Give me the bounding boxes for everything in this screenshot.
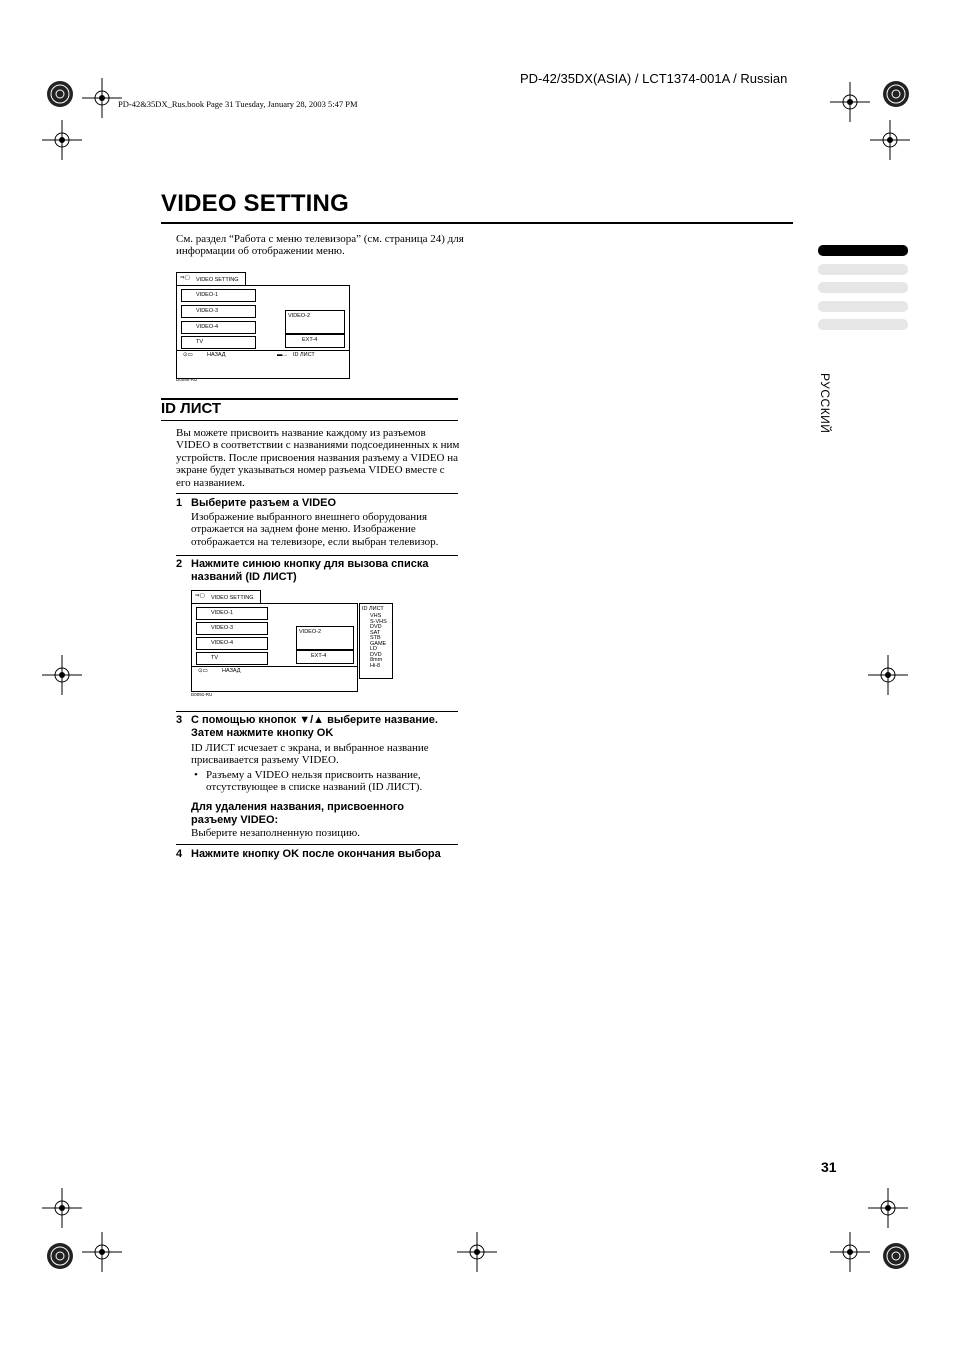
id-list-item: SAT: [370, 629, 381, 636]
step-number: 2: [176, 558, 183, 570]
bullet-text: Разъему а VIDEO нельзя присвоить название, отсутствующее в списке названий (ID ЛИСТ).: [206, 769, 423, 794]
step-divider: [176, 555, 458, 556]
step-heading: Выберите разъем а VIDEO: [191, 497, 337, 509]
step-body: Изображение выбранного внешнего оборудования отражается на заднем фоне меню. Изображение отображается на телевизоре, если выбран телевизор.: [191, 511, 439, 548]
crosshair-icon: [82, 1232, 122, 1272]
osd-tab-label: VIDEO SETTING: [196, 277, 239, 283]
id-list-panel: [359, 603, 393, 679]
osd-panel: [191, 603, 358, 692]
figure-code: D0090-RU: [176, 377, 198, 382]
input-icon: ⇒▢: [180, 275, 190, 281]
step-divider: [176, 711, 458, 712]
section-title: ID ЛИСТ: [161, 400, 222, 417]
page-title: VIDEO SETTING: [161, 190, 349, 217]
osd-preview-item: EXT-4: [296, 650, 354, 664]
sub-heading: Для удаления названия, присвоенного разъему VIDEO:: [191, 801, 404, 826]
osd-preview: VIDEO-2: [296, 626, 354, 650]
osd-figure-1: [176, 272, 356, 382]
section-text: Вы можете присвоить название каждому из разъемов VIDEO в соответствии с названиями подсоединенных к ним устройств. После присвоения названия разъему а VIDEO на экране будет указываться номер разъема VIDEO вместе с его названием.: [176, 427, 460, 489]
remote-icon: ⊙▭: [198, 668, 208, 674]
step-heading: Нажмите кнопку OK после окончания выбора: [191, 848, 441, 860]
crosshair-icon: [457, 1232, 497, 1272]
osd-item: VIDEO-4: [196, 637, 268, 650]
figure-code: D0091-RU: [191, 692, 213, 697]
osd-item: TV: [196, 652, 268, 665]
crosshair-icon: [42, 120, 82, 160]
registration-target-icon: [876, 74, 916, 114]
osd-back-label: НАЗАД: [222, 668, 241, 674]
osd-tab-label: VIDEO SETTING: [211, 595, 254, 601]
registration-target-icon: [40, 74, 80, 114]
page-number: 31: [821, 1159, 837, 1175]
crosshair-icon: [82, 78, 122, 118]
osd-item: VIDEO-1: [181, 289, 256, 302]
crosshair-icon: [868, 655, 908, 695]
crosshair-icon: [42, 655, 82, 695]
id-list-item: VHS: [370, 613, 382, 619]
chapter-tab: [818, 282, 908, 293]
step-heading: Нажмите синюю кнопку для вызова списка названий (ID ЛИСТ): [191, 558, 429, 583]
input-icon: ⇒▢: [195, 593, 205, 599]
book-info-line: PD-42&35DX_Rus.book Page 31 Tuesday, January 28, 2003 5:47 PM: [118, 99, 358, 109]
id-list-item: STB: [370, 635, 381, 641]
osd-preview: VIDEO-2: [285, 310, 345, 334]
blue-button-icon: ▬→: [277, 352, 288, 358]
step-heading: С помощью кнопок ▼/▲ выберите название.: [191, 714, 438, 726]
id-list-item: DVD: [370, 651, 382, 658]
bullet-dot: •: [194, 769, 198, 781]
section-rule: [161, 420, 458, 421]
step-divider: [176, 844, 458, 845]
crosshair-icon: [870, 120, 910, 160]
chapter-tab: [818, 301, 908, 312]
osd-id-list-label: ID ЛИСТ: [293, 352, 315, 358]
osd-tab: [176, 272, 246, 286]
step-number: 3: [176, 714, 183, 726]
registration-target-icon: [876, 1236, 916, 1276]
id-list-item: Hi-8: [370, 662, 381, 669]
crosshair-icon: [42, 1188, 82, 1228]
step-divider: [176, 493, 458, 494]
crosshair-icon: [868, 1188, 908, 1228]
id-list: [370, 614, 387, 669]
crosshair-icon: [830, 82, 870, 122]
osd-back-label: НАЗАД: [207, 352, 226, 358]
intro-text: См. раздел “Работа с меню телевизора” (см. страница 24) для информации об отображении меню.: [176, 233, 464, 258]
model-line: PD-42/35DX(ASIA) / LCT1374-001A / Russian: [520, 71, 788, 86]
id-list-item: DVD: [370, 624, 382, 630]
id-list-item: 8mm: [370, 657, 383, 663]
sub-body: Выберите незаполненную позицию.: [191, 827, 360, 839]
id-list-item: S-VHS: [370, 618, 387, 625]
registration-target-icon: [40, 1236, 80, 1276]
osd-item: VIDEO-3: [181, 305, 256, 318]
osd-preview-item: EXT-4: [285, 334, 345, 348]
id-list-item: LD: [370, 646, 378, 652]
chapter-tab: [818, 264, 908, 275]
step-number: 1: [176, 497, 183, 509]
step-heading-2: Затем нажмите кнопку OK: [191, 727, 334, 739]
osd-tab: [191, 590, 261, 604]
crosshair-icon: [830, 1232, 870, 1272]
step-body: ID ЛИСТ исчезает с экрана, и выбранное название присваивается разъему VIDEO.: [191, 742, 429, 767]
id-list-title: ID ЛИСТ: [362, 606, 384, 612]
title-divider: [161, 222, 793, 224]
remote-icon: ⊙▭: [183, 352, 193, 358]
language-label: РУССКИЙ: [818, 373, 832, 434]
step-number: 4: [176, 848, 183, 860]
osd-figure-2: [191, 590, 396, 702]
osd-item: VIDEO-3: [196, 622, 268, 635]
id-list-item: GAME: [370, 640, 387, 647]
chapter-tab-active: [818, 245, 908, 256]
osd-item: VIDEO-4: [181, 321, 256, 334]
chapter-tab: [818, 319, 908, 330]
osd-item: TV: [181, 336, 256, 349]
osd-item: VIDEO-1: [196, 607, 268, 620]
osd-panel: [176, 285, 350, 379]
